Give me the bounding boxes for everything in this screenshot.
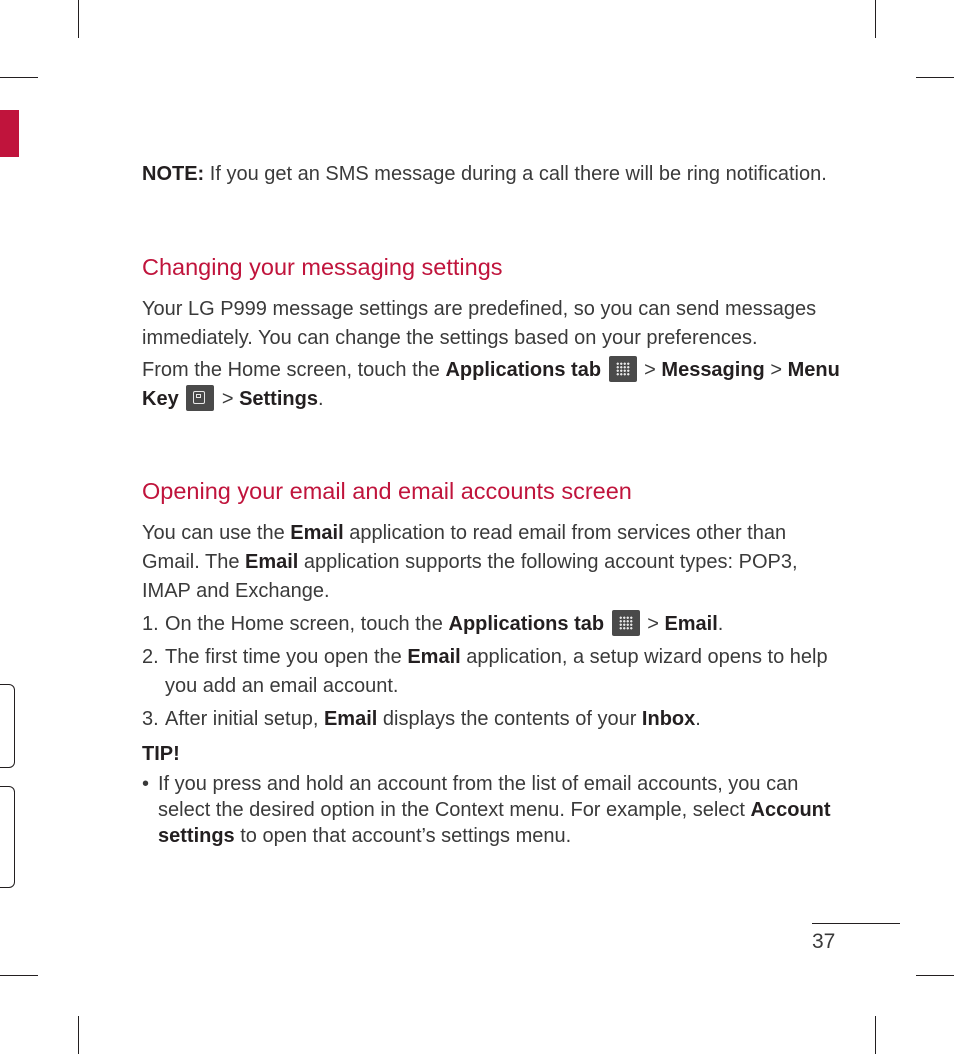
email-label: Email bbox=[664, 613, 718, 635]
crop-mark bbox=[0, 77, 38, 78]
text-run: displays the contents of your bbox=[377, 708, 642, 730]
messaging-instructions bbox=[142, 356, 842, 414]
step-number: 2. bbox=[142, 646, 159, 668]
email-label: Email bbox=[323, 708, 378, 730]
email-label: Email bbox=[290, 522, 344, 544]
crop-mark bbox=[916, 975, 954, 976]
messaging-settings-text bbox=[142, 295, 842, 414]
apps-grid-icon bbox=[609, 356, 637, 382]
text-run: . bbox=[317, 388, 324, 410]
crop-mark bbox=[78, 0, 79, 38]
account-settings-label: Account settings bbox=[158, 799, 831, 847]
inbox-label: Inbox bbox=[641, 708, 696, 730]
text-run: . bbox=[695, 708, 701, 730]
text-run: > bbox=[764, 359, 788, 381]
note-block bbox=[142, 160, 842, 189]
crop-mark bbox=[78, 1016, 79, 1054]
tip-label bbox=[142, 740, 842, 769]
apps-grid-icon bbox=[612, 610, 640, 636]
menu-key-icon bbox=[186, 385, 214, 411]
note-text: If you get an SMS message during a call there will be ring notification. bbox=[204, 163, 827, 185]
page-number-rule bbox=[812, 923, 900, 924]
text-run: You can use the bbox=[142, 522, 291, 544]
page-number: 37 bbox=[812, 930, 836, 953]
crop-mark bbox=[916, 77, 954, 78]
text-run: application supports the following account types: POP3, IMAP and Exchange. bbox=[142, 551, 798, 602]
text-run: The first time you open the bbox=[165, 646, 408, 668]
text-run: After initial setup, bbox=[165, 708, 324, 730]
bullet-dot: • bbox=[142, 773, 150, 795]
list-item bbox=[142, 610, 842, 639]
text-run: > bbox=[638, 359, 662, 381]
text-run: If you press and hold an account from the list of email accounts, you can select the desired option in the Context menu. For example, select bbox=[158, 773, 799, 821]
email-label: Email bbox=[407, 646, 461, 668]
text-run: application to read email from services other than Gmail. The bbox=[142, 522, 787, 573]
settings-label: Settings bbox=[239, 388, 318, 410]
chapter-tab-marker bbox=[0, 110, 19, 157]
messaging-intro: Your LG P999 message settings are predefined, so you can send messages immediately. You can change the settings based on your preferences. bbox=[142, 298, 817, 349]
applications-tab-label: Applications tab bbox=[445, 359, 602, 381]
text-run: From the Home screen, touch the bbox=[142, 359, 446, 381]
tip-heading: TIP! bbox=[142, 743, 180, 765]
list-item bbox=[142, 643, 842, 701]
section-heading-messaging: Changing your messaging settings bbox=[142, 254, 503, 280]
step-number: 3. bbox=[142, 708, 159, 730]
text-run: On the Home screen, touch the bbox=[165, 613, 449, 635]
email-label: Email bbox=[245, 551, 299, 573]
crop-mark bbox=[0, 975, 38, 976]
side-tab-outline bbox=[0, 786, 15, 888]
text-run: > bbox=[216, 388, 240, 410]
side-tab-outline bbox=[0, 684, 15, 768]
crop-mark bbox=[875, 0, 876, 38]
menu-key-label: Menu Key bbox=[142, 359, 840, 410]
note-paragraph bbox=[142, 160, 842, 189]
email-section-text bbox=[142, 519, 842, 849]
email-intro bbox=[142, 519, 842, 606]
email-steps bbox=[142, 610, 842, 734]
tip-bullet bbox=[142, 771, 842, 849]
section-heading-email: Opening your email and email accounts screen bbox=[142, 478, 632, 504]
step-number: 1. bbox=[142, 613, 159, 635]
crop-mark bbox=[875, 1016, 876, 1054]
text-run: > bbox=[641, 613, 665, 635]
messaging-label: Messaging bbox=[661, 359, 765, 381]
text-run: to open that account’s settings menu. bbox=[234, 825, 572, 847]
applications-tab-label: Applications tab bbox=[448, 613, 605, 635]
text-run: . bbox=[717, 613, 724, 635]
text-run: application, a setup wizard opens to help you add an email account. bbox=[165, 646, 828, 697]
list-item bbox=[142, 705, 842, 734]
note-label: NOTE: bbox=[142, 163, 205, 185]
